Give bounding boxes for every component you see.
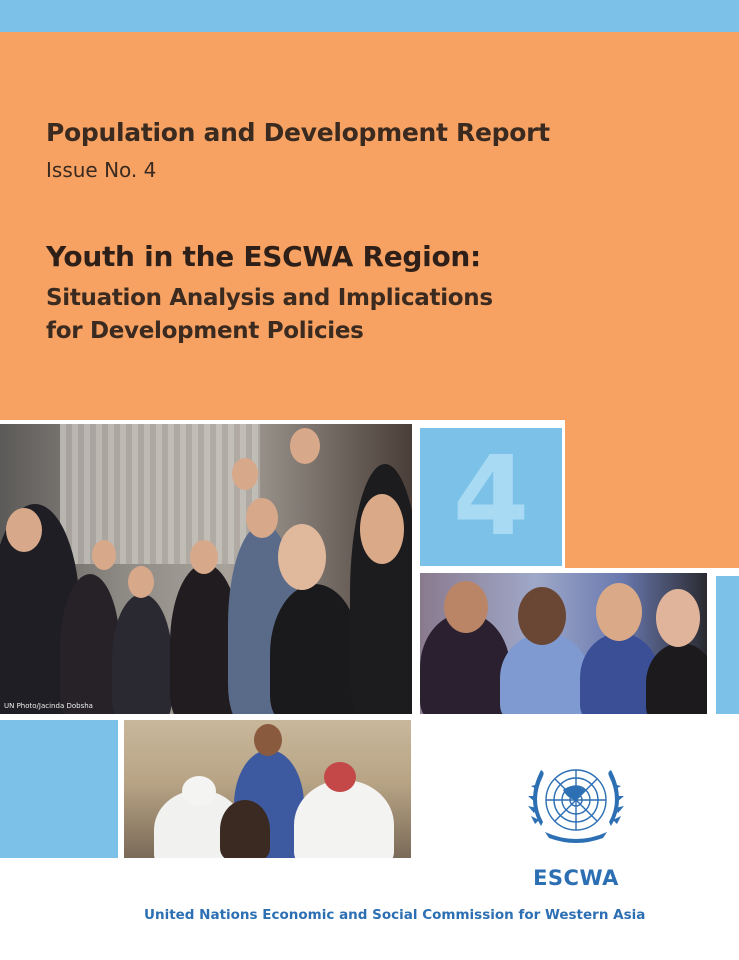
person-head	[128, 566, 154, 598]
person-head	[278, 524, 326, 590]
person-head	[232, 458, 258, 490]
person-figure	[646, 643, 707, 714]
left-blue-block	[0, 720, 118, 858]
person-head	[246, 498, 278, 538]
person-head	[92, 540, 116, 570]
subtitle	[46, 282, 493, 348]
office-photo	[124, 720, 411, 858]
person-figure	[220, 800, 270, 858]
person-head	[190, 540, 218, 574]
person-head	[656, 589, 700, 647]
person-figure	[60, 574, 120, 714]
person-figure	[500, 633, 590, 714]
person-head	[360, 494, 404, 564]
report-series-title: Population and Development Report	[46, 118, 550, 147]
group-photo	[0, 424, 412, 714]
subtitle-line-2: for Development Policies	[46, 318, 364, 344]
person-figure	[270, 584, 360, 714]
top-blue-band	[0, 0, 739, 32]
photo-credit: UN Photo/Jacinda Dobsha	[4, 702, 93, 710]
issue-label: Issue No. 4	[46, 158, 157, 182]
issue-number: 4	[452, 432, 530, 560]
subtitle-line-1: Situation Analysis and Implications	[46, 285, 493, 311]
person-head	[518, 587, 566, 645]
person-head	[444, 581, 488, 633]
main-title: Youth in the ESCWA Region:	[46, 240, 481, 273]
person-head	[182, 776, 216, 806]
un-emblem-icon	[521, 756, 631, 856]
person-figure	[294, 780, 394, 858]
person-head	[324, 762, 356, 792]
person-head	[596, 583, 642, 641]
applause-photo	[420, 573, 707, 714]
curtain-background	[60, 424, 260, 564]
right-blue-block	[716, 576, 739, 714]
person-figure	[112, 594, 172, 714]
organization-acronym: ESCWA	[533, 866, 619, 890]
person-head	[6, 508, 42, 552]
organization-name: United Nations Economic and Social Commission for Western Asia	[144, 907, 646, 923]
orange-title-panel	[0, 32, 739, 420]
orange-side-panel	[565, 420, 739, 568]
person-head	[290, 428, 320, 464]
issue-number-block	[420, 428, 562, 566]
person-head	[254, 724, 282, 756]
